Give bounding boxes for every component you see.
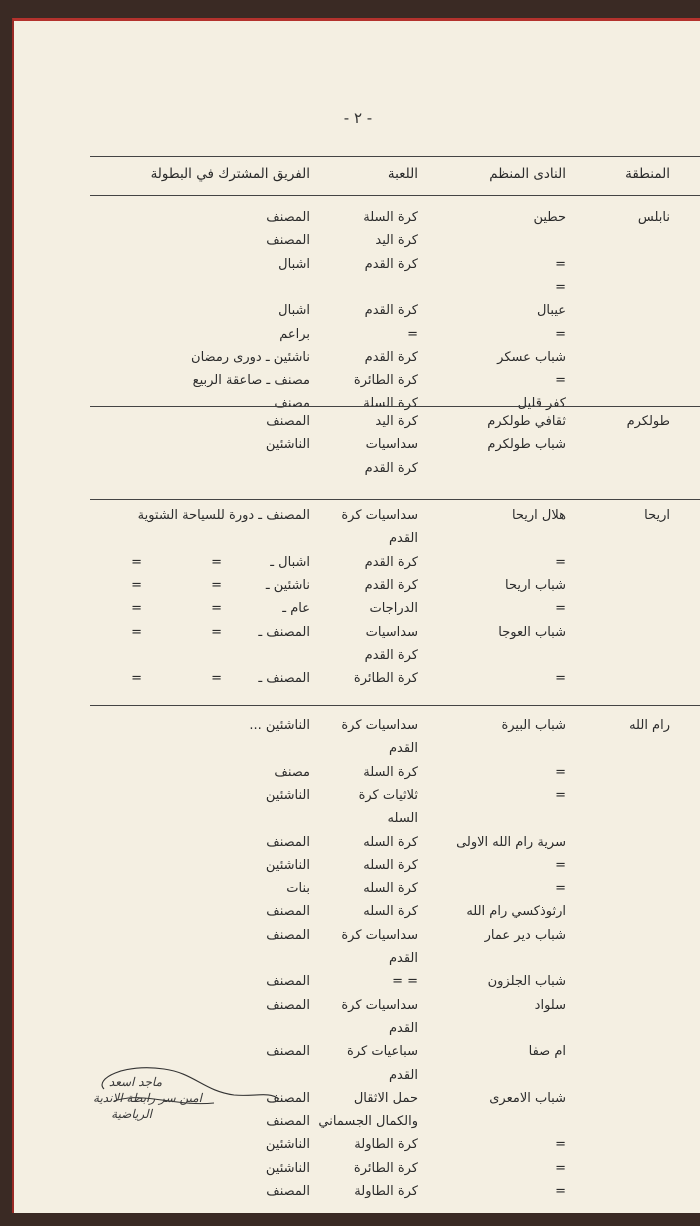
header-bottom-rule xyxy=(90,195,700,196)
cell-club: ثقافي طولكرم xyxy=(487,414,566,429)
cell-game: القدم xyxy=(388,1020,418,1036)
cell-team: المصنف ـ xyxy=(258,671,310,687)
cell-game: كرة الطائرة xyxy=(353,671,418,687)
cell-team: المصنف xyxy=(266,927,310,943)
cell-game: كرة اليد xyxy=(375,233,418,249)
cell-team: الناشئين xyxy=(265,1160,310,1176)
cell-d2: = xyxy=(131,554,142,570)
cell-game: سداسيات كرة xyxy=(341,508,418,523)
cell-team: الناشئين xyxy=(265,1137,310,1153)
cell-game: سداسيات xyxy=(365,624,418,640)
cell-game: كرة السلة xyxy=(363,396,418,412)
cell-team: المصنف xyxy=(266,1184,310,1199)
cell-club: = xyxy=(555,601,566,617)
cell-game: كرة السله xyxy=(363,857,418,873)
cell-game: كرة السله xyxy=(363,904,418,920)
header-region: المنطقة xyxy=(625,166,670,182)
cell-d1: = xyxy=(211,624,222,640)
cell-game: القدم xyxy=(388,531,418,547)
cell-d1: = xyxy=(211,671,222,687)
cell-club: = xyxy=(555,1137,566,1153)
cell-game: كرة القدم xyxy=(364,460,418,476)
cell-team: المصنف xyxy=(266,1044,310,1060)
cell-team: الناشئين xyxy=(265,787,310,803)
cell-team: ناشئين ـ دورى رمضان xyxy=(191,349,310,365)
cell-game: كرة اليد xyxy=(375,414,418,429)
cell-region: طولكرم xyxy=(626,414,670,429)
cell-game: كرة السلة xyxy=(363,210,418,225)
cell-game: القدم xyxy=(388,741,418,757)
cell-game: كرة الطاولة xyxy=(354,1137,418,1153)
cell-d1: = xyxy=(211,577,222,593)
cell-club: = xyxy=(555,764,566,780)
cell-game: حمل الاثقال xyxy=(353,1090,418,1106)
cell-region: رام الله xyxy=(629,718,670,733)
cell-club: = xyxy=(555,881,566,897)
cell-game: = xyxy=(407,326,418,342)
cell-game: سباعيات كرة xyxy=(347,1044,418,1060)
cell-team: المصنف xyxy=(266,904,310,920)
header-top-rule xyxy=(90,156,700,157)
cell-game: كرة الطائرة xyxy=(353,1160,418,1176)
document-page xyxy=(12,18,700,1213)
cell-d1: = xyxy=(211,554,222,570)
cell-club: عيبال xyxy=(536,303,566,319)
cell-d2: = xyxy=(131,577,142,593)
cell-d2: = xyxy=(131,601,142,617)
cell-game: كرة القدم xyxy=(364,647,418,663)
page-number: - ٢ - xyxy=(343,109,373,127)
cell-game: كرة الطاولة xyxy=(354,1184,418,1199)
cell-club: شباب العوجا xyxy=(498,624,566,640)
cell-club: كفر قليل xyxy=(517,396,566,412)
header-team: الفريق المشترك في البطولة xyxy=(150,166,310,182)
cell-team: ناشئين ـ xyxy=(265,577,310,593)
section-divider-1 xyxy=(90,406,700,407)
cell-team: مصنف xyxy=(274,764,310,780)
cell-club: شباب عسكر xyxy=(497,349,566,365)
cell-team: اشبال xyxy=(278,256,310,272)
header-club: النادى المنظم xyxy=(489,166,566,182)
cell-club: شباب البيرة xyxy=(501,718,566,733)
section-divider-3 xyxy=(90,705,700,706)
cell-team: المصنف xyxy=(266,414,310,429)
cell-team: مصنف xyxy=(274,396,310,412)
cell-game: القدم xyxy=(388,951,418,966)
cell-club: شباب الامعرى xyxy=(489,1090,566,1106)
cell-region: اريحا xyxy=(644,508,670,523)
cell-club: شباب الجلزون xyxy=(487,974,566,990)
cell-game: كرة السله xyxy=(363,834,418,850)
cell-club: = xyxy=(555,671,566,687)
cell-team: المصنف ـ دورة للسياحة الشتوية xyxy=(137,508,310,523)
cell-team: الناشئين xyxy=(265,437,310,453)
cell-d1: = xyxy=(211,601,222,617)
cell-game: القدم xyxy=(388,1067,418,1083)
cell-team: اشبال xyxy=(278,303,310,319)
cell-team: المصنف xyxy=(266,974,310,990)
cell-team: الناشئين xyxy=(265,857,310,873)
cell-game: كرة الطائرة xyxy=(353,373,418,389)
section-divider-2 xyxy=(90,499,700,500)
cell-club: = xyxy=(555,1184,566,1199)
cell-game: سداسيات xyxy=(365,437,418,453)
cell-team: الناشئين ... xyxy=(249,718,310,733)
cell-club: سرية رام الله الاولى xyxy=(456,834,566,850)
signature-title-line2: الرياضية xyxy=(111,1107,152,1121)
cell-club: = xyxy=(555,787,566,803)
cell-club: = xyxy=(555,857,566,873)
signature-title-line1: امين سر رابطة الاندية xyxy=(93,1091,202,1105)
cell-team: المصنف xyxy=(266,1090,310,1106)
cell-club: شباب اريحا xyxy=(504,577,566,593)
cell-club: شباب طولكرم xyxy=(487,437,566,453)
cell-d2: = xyxy=(131,624,142,640)
cell-team: المصنف ـ xyxy=(258,624,310,640)
cell-team: المصنف xyxy=(266,233,310,249)
cell-game: الدراجات xyxy=(369,601,418,617)
cell-d2: = xyxy=(131,671,142,687)
cell-game: كرة السلة xyxy=(363,764,418,780)
cell-club: هلال اريحا xyxy=(511,508,566,523)
cell-game: سداسيات كرة xyxy=(341,997,418,1013)
cell-club: = xyxy=(555,1160,566,1176)
cell-game: كرة السله xyxy=(363,881,418,897)
cell-team: مصنف ـ صاعقة الربيع xyxy=(192,373,310,389)
cell-team: عام ـ xyxy=(282,601,310,617)
cell-game: سداسيات كرة xyxy=(341,718,418,733)
cell-game: كرة القدم xyxy=(364,577,418,593)
cell-team: المصنف xyxy=(266,834,310,850)
cell-region: نابلس xyxy=(637,210,670,225)
cell-team: بنات xyxy=(286,881,310,897)
cell-club: = xyxy=(555,279,566,295)
cell-club: = xyxy=(555,373,566,389)
cell-game: كرة القدم xyxy=(364,554,418,570)
cell-club: ام صفا xyxy=(528,1044,566,1060)
cell-club: = xyxy=(555,256,566,272)
cell-game: سداسيات كرة xyxy=(341,927,418,943)
header-game: اللعبة xyxy=(387,166,418,182)
cell-team: براعم xyxy=(279,326,310,342)
cell-game: = = xyxy=(392,974,418,990)
cell-team: المصنف xyxy=(266,1114,310,1130)
cell-club: شباب دير عمار xyxy=(484,927,566,943)
cell-game: والكمال الجسماني xyxy=(318,1114,418,1130)
cell-game: كرة القدم xyxy=(364,349,418,365)
cell-team: المصنف xyxy=(266,210,310,225)
cell-club: ارثوذكسي رام الله xyxy=(466,904,566,920)
cell-team: المصنف xyxy=(266,997,310,1013)
signature-name: ماجد اسعد xyxy=(108,1075,162,1089)
cell-game: السله xyxy=(387,811,418,827)
cell-game: كرة القدم xyxy=(364,256,418,272)
cell-game: ثلاثيات كرة xyxy=(358,787,418,803)
cell-club: حطين xyxy=(533,210,566,225)
cell-game: كرة القدم xyxy=(364,303,418,319)
cell-club: = xyxy=(555,554,566,570)
cell-club: = xyxy=(555,326,566,342)
cell-team: اشبال ـ xyxy=(270,554,310,570)
cell-club: سلواد xyxy=(534,997,566,1013)
